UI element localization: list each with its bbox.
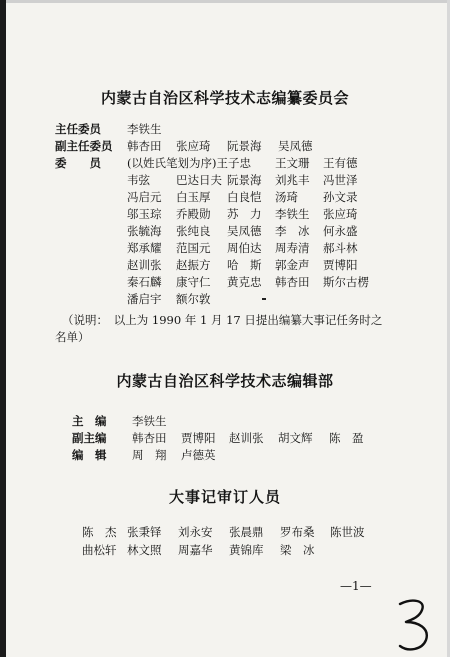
deputy-editor-name: 贾博阳 [181,431,216,445]
member-name: 周伯达 [227,241,262,255]
member-name: 额尔敦 [176,292,211,306]
member-name: 汤琦 [275,190,298,204]
deputy-editor-name: 韩杏田 [132,431,167,445]
member-name: 李铁生 [275,207,310,221]
reviewer-name: 黄锦库 [229,543,264,557]
members-label: 委 员 [55,156,101,170]
member-name: 张毓海 [127,224,162,238]
member-name: 秦石麟 [127,275,162,289]
page-number: —1— [340,579,372,593]
committee-title: 内蒙古自治区科学技术志编纂委员会 [100,89,349,107]
member-name: 康守仁 [176,275,211,289]
member-name: 郝斗林 [323,241,358,255]
member-name: 黄克忠 [227,275,262,289]
member-name: 白玉厚 [176,190,211,204]
member-name: 王有德 [323,156,358,170]
note-line-2: 名单） [55,330,90,344]
deputy-director-label: 副主任委员 [55,139,113,153]
reviewer-name: 陈世波 [330,525,365,539]
member-name: 王文珊 [275,156,310,170]
editor-name: 卢德英 [181,448,216,462]
member-name: 孙文录 [323,190,358,204]
chief-editor-name: 李铁生 [132,414,167,428]
reviewer-name: 陈 杰 [82,525,117,539]
member-name: 何永盛 [323,224,358,238]
member-name: 哈 斯 [227,258,262,272]
deputy-director-name: 阮景海 [227,139,262,153]
member-name: 韦弦 [127,173,150,187]
reviewer-name: 刘永安 [178,525,213,539]
member-name: 张纯良 [176,224,211,238]
member-name: 乔殿勋 [176,207,211,221]
editor-name: 周 翔 [132,448,167,462]
reviewer-name: 张秉铎 [127,525,162,539]
deputy-director-name: 张应琦 [176,139,211,153]
member-name: 韩杏田 [275,275,310,289]
member-name: 周寿清 [275,241,310,255]
member-name: 冯启元 [127,190,162,204]
member-name: 张应琦 [323,207,358,221]
member-name: 郑承耀 [127,241,162,255]
deputy-editor-name: 陈 盈 [329,431,364,445]
member-name: 刘兆丰 [275,173,310,187]
member-name: 赵振方 [176,258,211,272]
member-name: 苏 力 [227,207,262,221]
member-name: 巴达日夫 [176,173,222,187]
director-name: 李铁生 [127,122,162,136]
deputy-director-name: 吴凤德 [278,139,313,153]
member-name: 冯世泽 [323,173,358,187]
deputy-editor-name: 胡文辉 [278,431,313,445]
scan-edge-top [0,0,450,3]
member-name: 李 冰 [275,224,310,238]
reviewer-name: 张晨鼎 [229,525,264,539]
reviewers-title: 大事记审订人员 [168,488,281,506]
reviewer-name: 罗布桑 [280,525,315,539]
handwritten-page-mark [392,596,438,656]
deputy-editor-name: 赵训张 [229,431,264,445]
deputy-director-name: 韩杏田 [127,139,162,153]
member-name: 白良恺 [227,190,262,204]
reviewer-name: 梁 冰 [280,543,315,557]
member-name: 阮景海 [227,173,262,187]
member-name: 吴凤德 [227,224,262,238]
member-name: 范国元 [176,241,211,255]
member-name: 贾博阳 [323,258,358,272]
member-name: 潘启宇 [127,292,162,306]
deputy-editor-label: 副主编 [72,431,107,445]
chief-editor-label: 主 编 [72,414,107,428]
member-name: 斯尔古楞 [323,275,369,289]
member-name: 郭金声 [275,258,310,272]
scan-mark [262,298,266,300]
editorial-title: 内蒙古自治区科学技术志编辑部 [116,372,334,390]
editors-label: 编 辑 [72,448,107,462]
note-line-1: （说明： 以上为 1990 年 1 月 17 日提出编纂大事记任务时之 [62,313,383,327]
reviewer-name: 曲松轩 [82,543,117,557]
member-name: 赵训张 [127,258,162,272]
reviewer-name: 林文照 [127,543,162,557]
member-name: (以姓氏笔划为序)王子忠 [127,156,251,170]
reviewer-name: 周嘉华 [178,543,213,557]
director-label: 主任委员 [55,122,101,136]
member-name: 邬玉琮 [127,207,162,221]
